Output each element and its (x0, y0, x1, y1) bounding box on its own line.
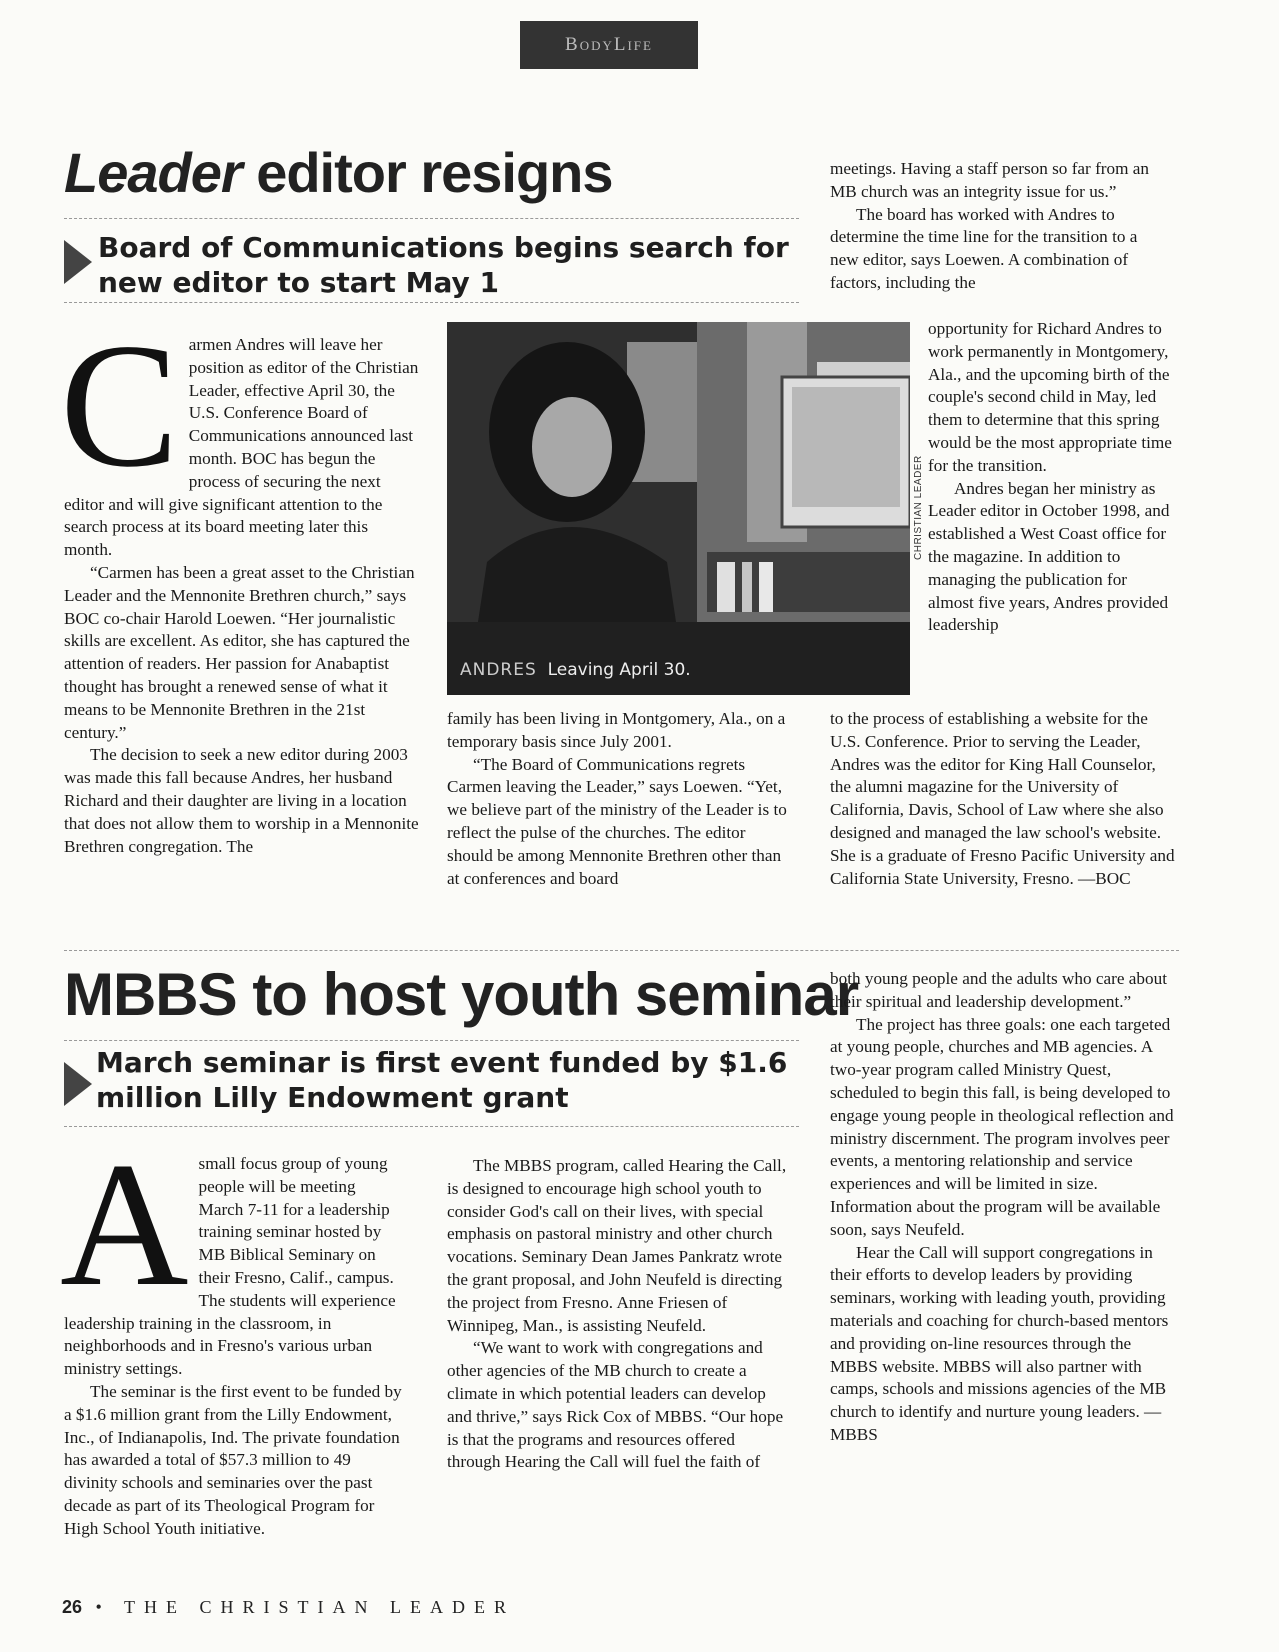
article-divider (64, 950, 1179, 951)
paragraph: small focus group of young people will be meeting March 7-11 for a leadership training seminar hosted by MB Biblical Seminary on their Fresno, Calif., campus. The students will experience leadership training in the classroom, in neighborhoods and in Fresno's various urban ministry settings. (64, 1154, 396, 1379)
caption-text: Leaving April 30. (547, 660, 691, 680)
article1-column-3-top (830, 158, 1170, 295)
caption-name: ANDRES (460, 660, 537, 680)
paragraph: “We want to work with congregations and other agencies of the MB church to create a climate in which potential leaders can develop and thrive,” says Rick Cox of MBBS. “Our hope is that the programs and resources offered through Hearing the Call will fuel the faith of (447, 1338, 784, 1472)
dropcap: A (60, 1125, 189, 1323)
article1-column-3-bottom (830, 708, 1175, 890)
paragraph: The seminar is the first event to be funded by a $1.6 million grant from the Lilly Endowment, Inc., of Indianapolis, Ind. The private foundation has awarded a total of $57.3 million to 49 divinity schools and seminaries over the past decade as part of its Theological Program for High School Youth initiative. (64, 1381, 402, 1538)
paragraph: The MBBS program, called Hearing the Call, is designed to encourage high school youth to consider God's call on their lives, with special emphasis on pastoral ministry and other church vocations. Seminary Dean James Pankratz wrote the grant proposal, and John Neufeld is directing the project from Fresno. Anne Friesen of Winnipeg, Man., is assisting Neufeld. (447, 1156, 787, 1335)
paragraph: armen Andres will leave her position as editor of the Christian Leader, effective April 30, the U.S. Conference Board of Communications announced last month. BOC has begun the process of securing the next editor and will give significant attention to the search process at its board meeting later this month. (64, 335, 419, 560)
article2-deck: March seminar is first event funded by $1.6 million Lilly Endowment grant (96, 1046, 788, 1114)
footer-bullet: • (95, 1597, 111, 1617)
paragraph: “Carmen has been a great asset to the Christian Leader and the Mennonite Brethren church,” says BOC co-chair Harold Loewen. “Her journalistic skills are excellent. As editor, she has captured the attention of readers. Her passion for Anabaptist thought has brought a renewed sense of what it means to be Mennonite Brethren in the 21st century.” (64, 562, 415, 742)
headline-rule (64, 218, 799, 219)
dropcap: C (60, 306, 179, 504)
article1-column-2 (447, 708, 787, 890)
deck-arrow-icon (64, 1062, 92, 1106)
deck-rule (64, 302, 799, 303)
article1-column-1 (60, 306, 420, 858)
article2-column-2 (447, 1155, 789, 1474)
page-footer (62, 1597, 515, 1618)
publication-name: THE CHRISTIAN LEADER (124, 1597, 516, 1617)
section-tab: BodyLife (520, 21, 698, 69)
photo-credit: CHRISTIAN LEADER (913, 455, 924, 560)
paragraph: “The Board of Communications regrets Carmen leaving the Leader,” says Loewen. “Yet, we believe part of the ministry of the Leader is to reflect the pulse of the churches. The editor should be among Mennonite Brethren other than at conferences and board (447, 754, 787, 888)
paragraph: The project has three goals: one each targeted at young people, churches and MB agencies. A two-year program called Ministry Quest, scheduled to begin this fall, is being developed to engage young people in theological reflection and ministry discernment. The program involves peer events, a mentoring relationship and service experiences and will be limited in size. Information about the program will be available soon, says Neufeld. (830, 1014, 1174, 1239)
paragraph: Hear the Call will support congregations in their efforts to develop leaders by providing seminars, working with leading youth, providing materials and coaching for church-based mentors and providing on-line resources through the MBBS website. MBBS will also partner with camps, schools and missions agencies of the MB church to identify and nurture young leaders. —MBBS (830, 1242, 1169, 1444)
paragraph: The decision to seek a new editor during 2003 was made this fall because Andres, her husband Richard and their daughter are living in a location that does not allow them to worship in a Mennonite Brethren congregation. The (64, 745, 419, 856)
article1-column-3-wrap (928, 318, 1174, 637)
andres-photo (447, 322, 910, 695)
paragraph: opportunity for Richard Andres to work permanently in Montgomery, Ala., and the upcoming birth of the couple's second child in May, led them to determine that this spring would be the most appropriate time for the transition. (928, 319, 1172, 475)
article2-headline: MBBS to host youth seminar (64, 961, 859, 1028)
paragraph: both young people and the adults who care about their spiritual and leadership development.” (830, 969, 1167, 1011)
headline-rest: editor resigns (241, 141, 613, 204)
photo-caption (460, 660, 691, 680)
page-number: 26 (62, 1597, 83, 1617)
photo-image (447, 322, 910, 695)
paragraph: family has been living in Montgomery, Ala., on a temporary basis since July 2001. (447, 709, 786, 751)
article2-column-1 (60, 1125, 404, 1541)
deck-arrow-icon (64, 240, 92, 284)
paragraph: meetings. Having a staff person so far from an MB church was an integrity issue for us.” (830, 159, 1149, 201)
paragraph: Andres began her ministry as Leader editor in October 1998, and established a West Coast office for the magazine. In addition to managing the publication for almost five years, Andres provided leadership (928, 478, 1170, 635)
article1-headline (64, 140, 613, 205)
paragraph: The board has worked with Andres to determine the time line for the transition to a new editor, says Loewen. A combination of factors, including the (830, 204, 1138, 292)
paragraph: to the process of establishing a website for the U.S. Conference. Prior to serving the Leader, Andres was the editor for King Hall Counselor, the alumni magazine for the University of California, Davis, School of Law where she also designed and managed the law school's website. She is a graduate of Fresno Pacific University and California State University, Fresno. —BOC (830, 709, 1175, 888)
headline-leader-word: Leader (64, 141, 242, 204)
headline-rule (64, 1040, 799, 1041)
article1-deck: Board of Communications begins search for new editor to start May 1 (98, 231, 789, 299)
article2-column-3 (830, 968, 1175, 1447)
